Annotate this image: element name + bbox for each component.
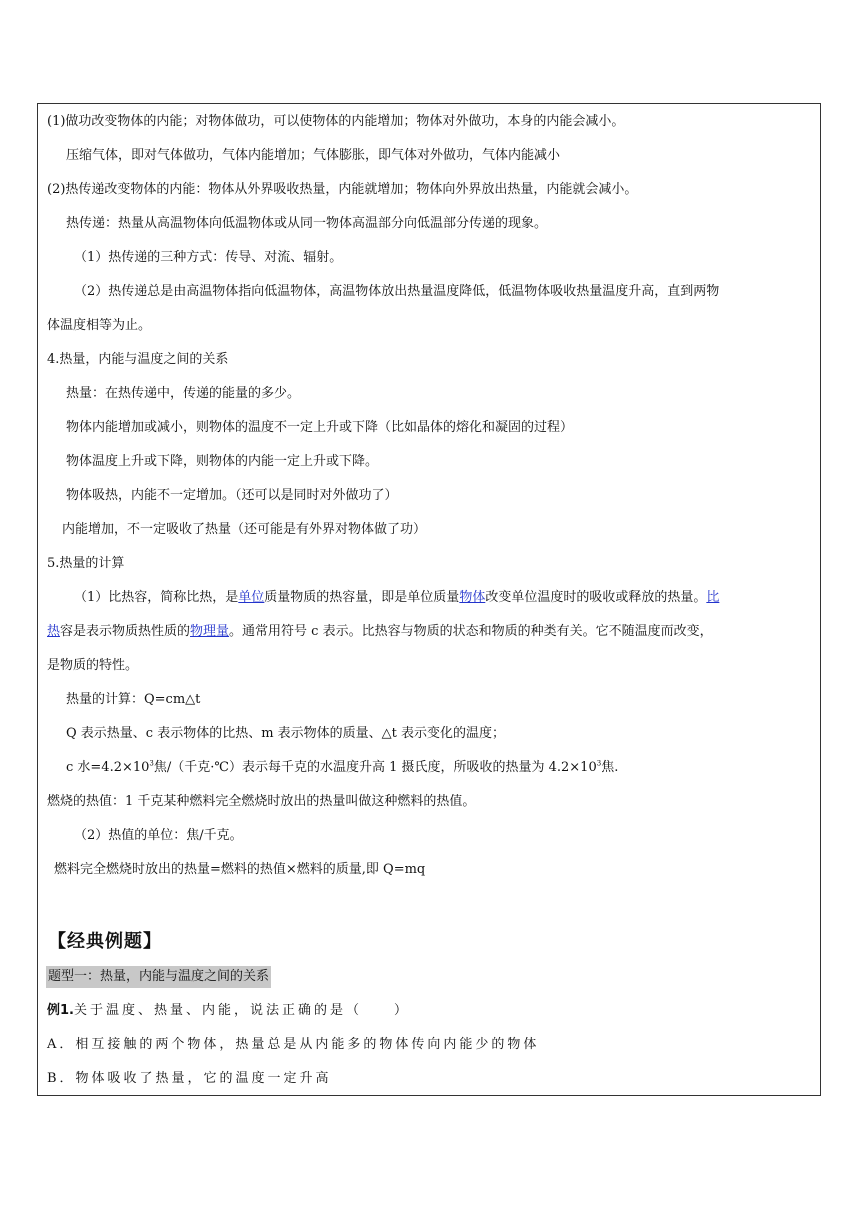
text-line: 热量：在热传递中，传递的能量的多少。 [66, 386, 301, 401]
text-line: 燃烧的热值：1 千克某种燃料完全燃烧时放出的热量叫做这种燃料的热值。 [47, 794, 476, 809]
text: （1）比热容，简称比热，是 [74, 590, 239, 605]
text: 焦. [601, 760, 619, 775]
text-line: 体温度相等为止。 [47, 318, 152, 333]
text: c 水=4.2×10 [66, 760, 150, 775]
section-heading-5: 5.热量的计算 [47, 556, 125, 571]
paragraph-line [47, 623, 713, 641]
text: 质量物质的热容量，即是单位质量 [264, 590, 460, 605]
link-unit[interactable]: 单位 [238, 590, 265, 605]
link-specific-heat[interactable]: 热 [47, 624, 61, 639]
link-object[interactable]: 物体 [459, 590, 486, 605]
text-line: 物体内能增加或减小，则物体的温度不一定上升或下降（比如晶体的熔化和凝固的过程） [66, 420, 574, 435]
question-text: 关于温度、热量、内能，说法正确的是（ ） [73, 1003, 410, 1018]
text-line: 热传递：热量从高温物体向低温物体或从同一物体高温部分向低温部分传递的现象。 [66, 216, 548, 231]
text-line: 燃料完全燃烧时放出的热量=燃料的热值×燃料的质量,即 Q=mq [54, 862, 426, 877]
option-a: A．相互接触的两个物体，热量总是从内能多的物体传向内能少的物体 [47, 1037, 540, 1052]
text: 焦/（千克·℃）表示每千克的水温度升高 1 摄氏度，所吸收的热量为 4.2×10 [153, 760, 597, 775]
text: 容是表示物质热性质的 [60, 624, 191, 639]
text: 。通常用符号 c 表示。比热容与物质的状态和物质的种类有关。它不随温度而改变， [229, 624, 713, 639]
text-line [66, 759, 618, 777]
example-question [47, 1002, 410, 1020]
superscript: 3 [596, 759, 602, 768]
paragraph-line [74, 589, 719, 607]
paragraph-line: 是物质的特性。 [47, 658, 139, 673]
text-line: Q 表示热量、c 表示物体的比热、m 表示物体的质量、△t 表示变化的温度； [66, 726, 506, 741]
link-physical-quantity[interactable]: 物理量 [190, 624, 230, 639]
section-heading-4: 4.热量，内能与温度之间的关系 [47, 352, 229, 367]
superscript: 3 [149, 759, 154, 768]
content-frame [37, 103, 821, 1096]
option-b: B．物体吸收了热量，它的温度一定升高 [47, 1071, 332, 1086]
example-label: 例1. [47, 1003, 74, 1018]
text: 改变单位温度时的吸收或释放的热量。 [485, 590, 707, 605]
section-title: 【经典例题】 [48, 931, 162, 952]
text-line: (2)热传递改变物体的内能：物体从外界吸收热量，内能就增加；物体向外界放出热量，内能就会减小。 [47, 182, 638, 197]
question-type-tag: 题型一：热量，内能与温度之间的关系 [46, 966, 271, 988]
link-specific-heat[interactable]: 比 [706, 590, 720, 605]
text-line: （1）热传递的三种方式：传导、对流、辐射。 [74, 250, 343, 265]
text-line: (1)做功改变物体的内能；对物体做功，可以使物体的内能增加；物体对外做功，本身的内能会减小。 [47, 114, 625, 129]
formula-line: 热量的计算：Q=cm△t [66, 692, 201, 707]
text-line: 物体温度上升或下降，则物体的内能一定上升或下降。 [66, 454, 379, 469]
text-line: 物体吸热，内能不一定增加。（还可以是同时对外做功了） [66, 488, 398, 503]
text-line: 压缩气体，即对气体做功，气体内能增加；气体膨胀，即气体对外做功，气体内能减小 [66, 148, 561, 163]
text-line: 内能增加，不一定吸收了热量（还可能是有外界对物体做了功） [62, 522, 427, 537]
text-line: （2）热值的单位：焦/千克。 [74, 828, 243, 843]
text-line: （2）热传递总是由高温物体指向低温物体，高温物体放出热量温度降低，低温物体吸收热量温度升高，直到两物 [74, 284, 720, 299]
